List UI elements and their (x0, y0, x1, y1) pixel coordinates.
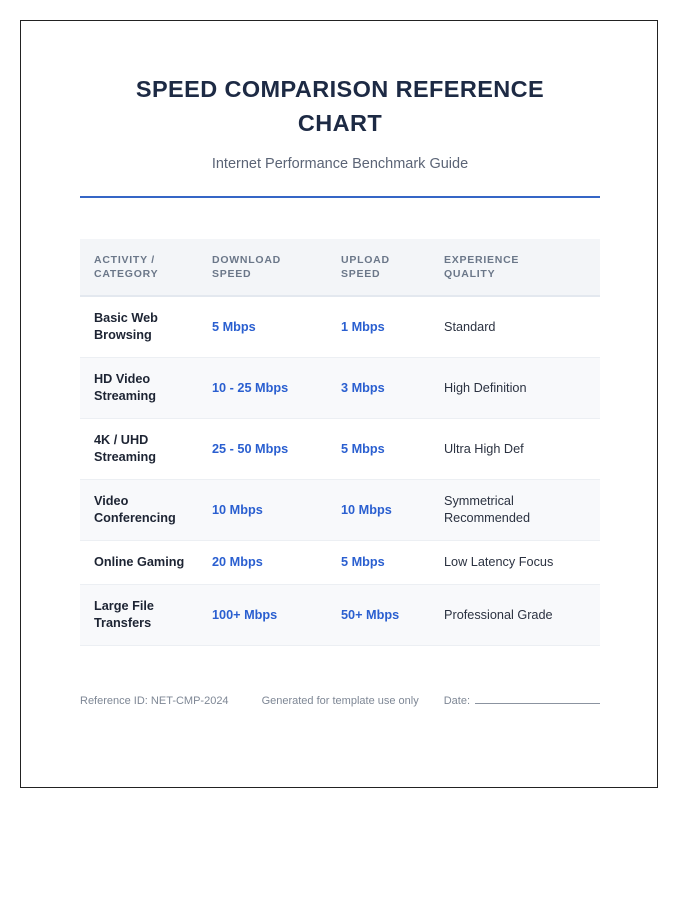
cell-activity-line2: Transfers (94, 616, 152, 630)
cell-quality-line1: Standard (444, 319, 496, 334)
column-header-quality-line2: QUALITY (444, 268, 496, 280)
footer-note: Generated for template use only (261, 695, 419, 707)
cell-activity-line2: Streaming (94, 389, 157, 403)
cell-download-speed: 25 - 50 Mbps (212, 419, 341, 480)
cell-activity (80, 480, 212, 541)
cell-activity-line2: Streaming (94, 450, 157, 464)
cell-download-speed: 10 - 25 Mbps (212, 358, 341, 419)
document-header (80, 21, 600, 198)
table-header-row (80, 239, 600, 296)
cell-quality-line1: Low Latency Focus (444, 555, 554, 569)
column-header-experience-quality (444, 239, 600, 296)
speed-comparison-table (80, 239, 600, 646)
page-subtitle: Internet Performance Benchmark Guide (211, 156, 469, 172)
cell-activity-line1: Video (94, 494, 129, 508)
column-header-activity-line1: ACTIVITY / (94, 254, 155, 266)
cell-activity-line2: Conferencing (94, 511, 176, 525)
footer-date-label: Date: (443, 695, 471, 707)
cell-activity-line1: Basic Web (94, 311, 158, 325)
document-page (20, 20, 658, 788)
cell-download-speed: 10 Mbps (212, 480, 341, 541)
table-row (80, 419, 600, 480)
cell-activity (80, 358, 212, 419)
header-divider (80, 196, 600, 198)
cell-upload-speed: 5 Mbps (341, 541, 444, 585)
cell-activity (80, 541, 212, 585)
column-header-upload-speed (341, 239, 444, 296)
table-row (80, 480, 600, 541)
column-header-download-speed (212, 239, 341, 296)
table-row (80, 585, 600, 646)
table-row (80, 296, 600, 358)
document-footer (80, 692, 600, 709)
cell-upload-speed: 1 Mbps (341, 296, 444, 358)
cell-activity-line1: 4K / UHD (94, 433, 149, 447)
cell-activity-line1: Online Gaming (94, 555, 185, 569)
cell-quality-line2: Recommended (444, 511, 531, 525)
cell-upload-speed: 10 Mbps (341, 480, 444, 541)
column-header-quality-line1: EXPERIENCE (444, 254, 520, 266)
cell-experience-quality (444, 358, 600, 419)
cell-upload-speed: 50+ Mbps (341, 585, 444, 646)
cell-experience-quality (444, 585, 600, 646)
cell-activity (80, 419, 212, 480)
column-header-activity (80, 239, 212, 296)
cell-activity-line1: Large File (94, 599, 154, 613)
cell-download-speed: 5 Mbps (212, 296, 341, 358)
cell-upload-speed: 5 Mbps (341, 419, 444, 480)
cell-download-speed: 20 Mbps (212, 541, 341, 585)
cell-experience-quality (444, 541, 600, 585)
column-header-upload-line1: UPLOAD (341, 254, 390, 266)
page-title: SPEED COMPARISON REFERENCE CHART (135, 76, 545, 136)
cell-activity-line1: HD Video (94, 372, 151, 386)
cell-quality-line1: Symmetrical (444, 494, 514, 508)
column-header-download-line2: SPEED (212, 268, 252, 280)
cell-experience-quality (444, 480, 600, 541)
cell-upload-speed: 3 Mbps (341, 358, 444, 419)
table-row (80, 541, 600, 585)
cell-activity-line2: Browsing (94, 328, 152, 342)
cell-activity (80, 296, 212, 358)
column-header-upload-line2: SPEED (341, 268, 381, 280)
cell-experience-quality (444, 296, 600, 358)
table-row (80, 358, 600, 419)
cell-quality-line1: High Definition (444, 380, 527, 395)
column-header-activity-line2: CATEGORY (94, 268, 159, 280)
cell-download-speed: 100+ Mbps (212, 585, 341, 646)
footer-reference-id: Reference ID: NET-CMP-2024 (80, 695, 229, 707)
column-header-download-line1: DOWNLOAD (212, 254, 281, 266)
cell-quality-line1: Ultra High Def (444, 441, 524, 456)
cell-quality-line1: Professional Grade (444, 607, 553, 622)
footer-date-field (444, 692, 600, 709)
cell-activity (80, 585, 212, 646)
date-write-in-line[interactable] (475, 692, 600, 704)
cell-experience-quality (444, 419, 600, 480)
